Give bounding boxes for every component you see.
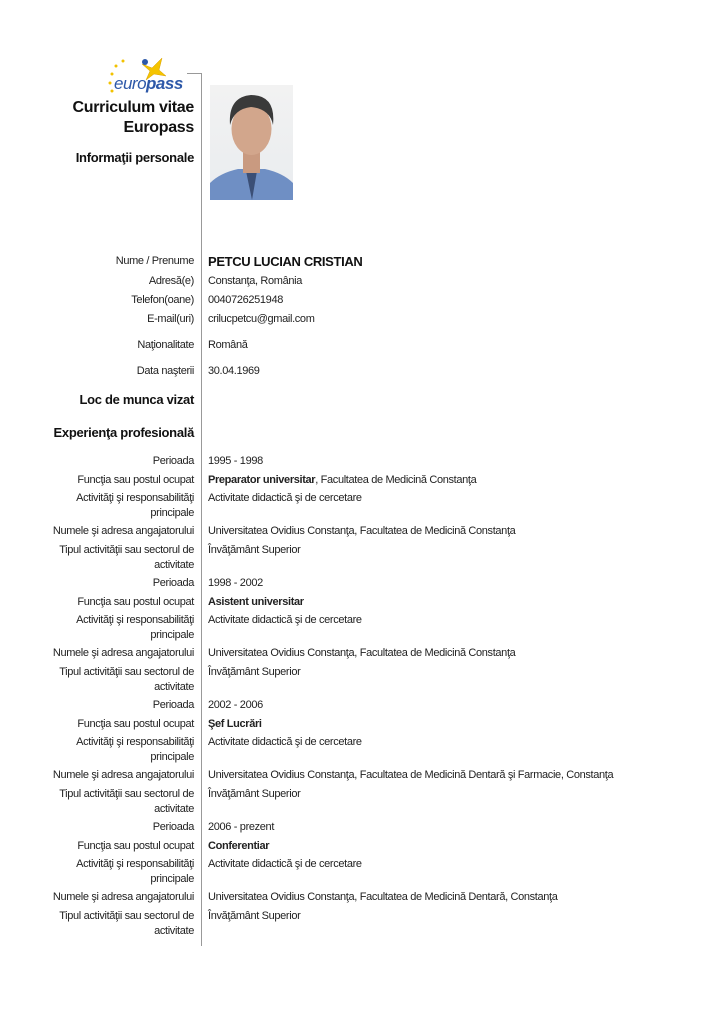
period-value: 2006 - prezent [208,821,275,833]
name-label: Nume / Prenume [115,255,194,267]
activities-label: Activităţi şi responsabilităţi principale [76,492,194,519]
employer-value: Universitatea Ovidius Constanţa, Facultatea de Medicină Constanţa [208,525,516,537]
sector-value: Învăţământ Superior [208,666,301,678]
job-target-heading: Loc de munca vizat [79,392,194,407]
period-value: 1995 - 1998 [208,455,263,467]
position-label: Funcţia sau postul ocupat [77,474,194,486]
position-value [208,839,269,854]
position-title: Conferentiar [208,840,270,852]
activities-value: Activitate didactică şi de cercetare [208,614,362,626]
nationality-label: Naţionalitate [137,339,194,351]
position-value [208,717,262,732]
column-divider [201,73,202,946]
logo-text-euro: euro [114,74,147,93]
activities-label: Activităţi şi responsabilităţi principale [76,736,194,763]
employer-label: Numele şi adresa angajatorului [52,525,194,537]
activities-label: Activităţi şi responsabilităţi principale [76,614,194,641]
position-label: Funcţia sau postul ocupat [77,596,194,608]
position-label: Funcţia sau postul ocupat [77,718,194,730]
position-value [208,595,304,610]
employer-label: Numele şi adresa angajatorului [52,647,194,659]
nationality-value: Română [208,339,248,351]
email-value[interactable]: crilucpetcu@gmail.com [208,313,315,325]
cv-title: Curriculum vitae [72,99,194,116]
birth-label: Data naşterii [136,365,194,377]
address-value: Constanţa, România [208,275,302,287]
sector-value: Învăţământ Superior [208,544,301,556]
phone-label: Telefon(oane) [131,294,194,306]
period-label: Perioada [152,577,194,589]
employer-label: Numele şi adresa angajatorului [52,891,194,903]
period-value: 2002 - 2006 [208,699,263,711]
activities-value: Activitate didactică şi de cercetare [208,492,362,504]
position-title: Asistent universitar [208,596,304,608]
full-name: PETCU LUCIAN CRISTIAN [208,254,363,269]
logo-text-pass: pass [146,74,183,93]
position-detail: , Facultatea de Medicină Constanţa [315,474,477,486]
period-label: Perioada [152,821,194,833]
birth-value: 30.04.1969 [208,365,260,377]
position-label: Funcţia sau postul ocupat [77,840,194,852]
sector-label: Tipul activităţii sau sectorul de activitate [59,544,194,571]
activities-label: Activităţi şi responsabilităţi principale [76,858,194,885]
position-value [208,473,476,488]
cv-subtitle: Europass [123,119,194,136]
divider [187,73,201,74]
activities-value: Activitate didactică şi de cercetare [208,858,362,870]
phone-value: 0040726251948 [208,294,283,306]
sector-label: Tipul activităţii sau sectorul de activitate [59,666,194,693]
personal-info-heading: Informaţii personale [75,150,194,165]
period-value: 1998 - 2002 [208,577,263,589]
employer-value: Universitatea Ovidius Constanţa, Facultatea de Medicină Constanţa [208,647,516,659]
employer-value: Universitatea Ovidius Constanţa, Facultatea de Medicină Dentară, Constanţa [208,891,558,903]
employer-value: Universitatea Ovidius Constanţa, Facultatea de Medicină Dentară şi Farmacie, Constanţa [208,769,614,781]
period-label: Perioada [152,699,194,711]
activities-value: Activitate didactică şi de cercetare [208,736,362,748]
profile-photo [210,85,293,200]
employer-label: Numele şi adresa angajatorului [52,769,194,781]
sector-value: Învăţământ Superior [208,910,301,922]
position-title: Preparator universitar [208,474,316,486]
period-label: Perioada [152,455,194,467]
sector-value: Învăţământ Superior [208,788,301,800]
sector-label: Tipul activităţii sau sectorul de activitate [59,910,194,937]
position-title: Şef Lucrări [208,718,262,730]
address-label: Adresă(e) [148,275,194,287]
experience-heading: Experienţa profesională [53,425,194,440]
europass-logo [104,54,194,96]
email-label: E-mail(uri) [147,313,194,325]
sector-label: Tipul activităţii sau sectorul de activitate [59,788,194,815]
